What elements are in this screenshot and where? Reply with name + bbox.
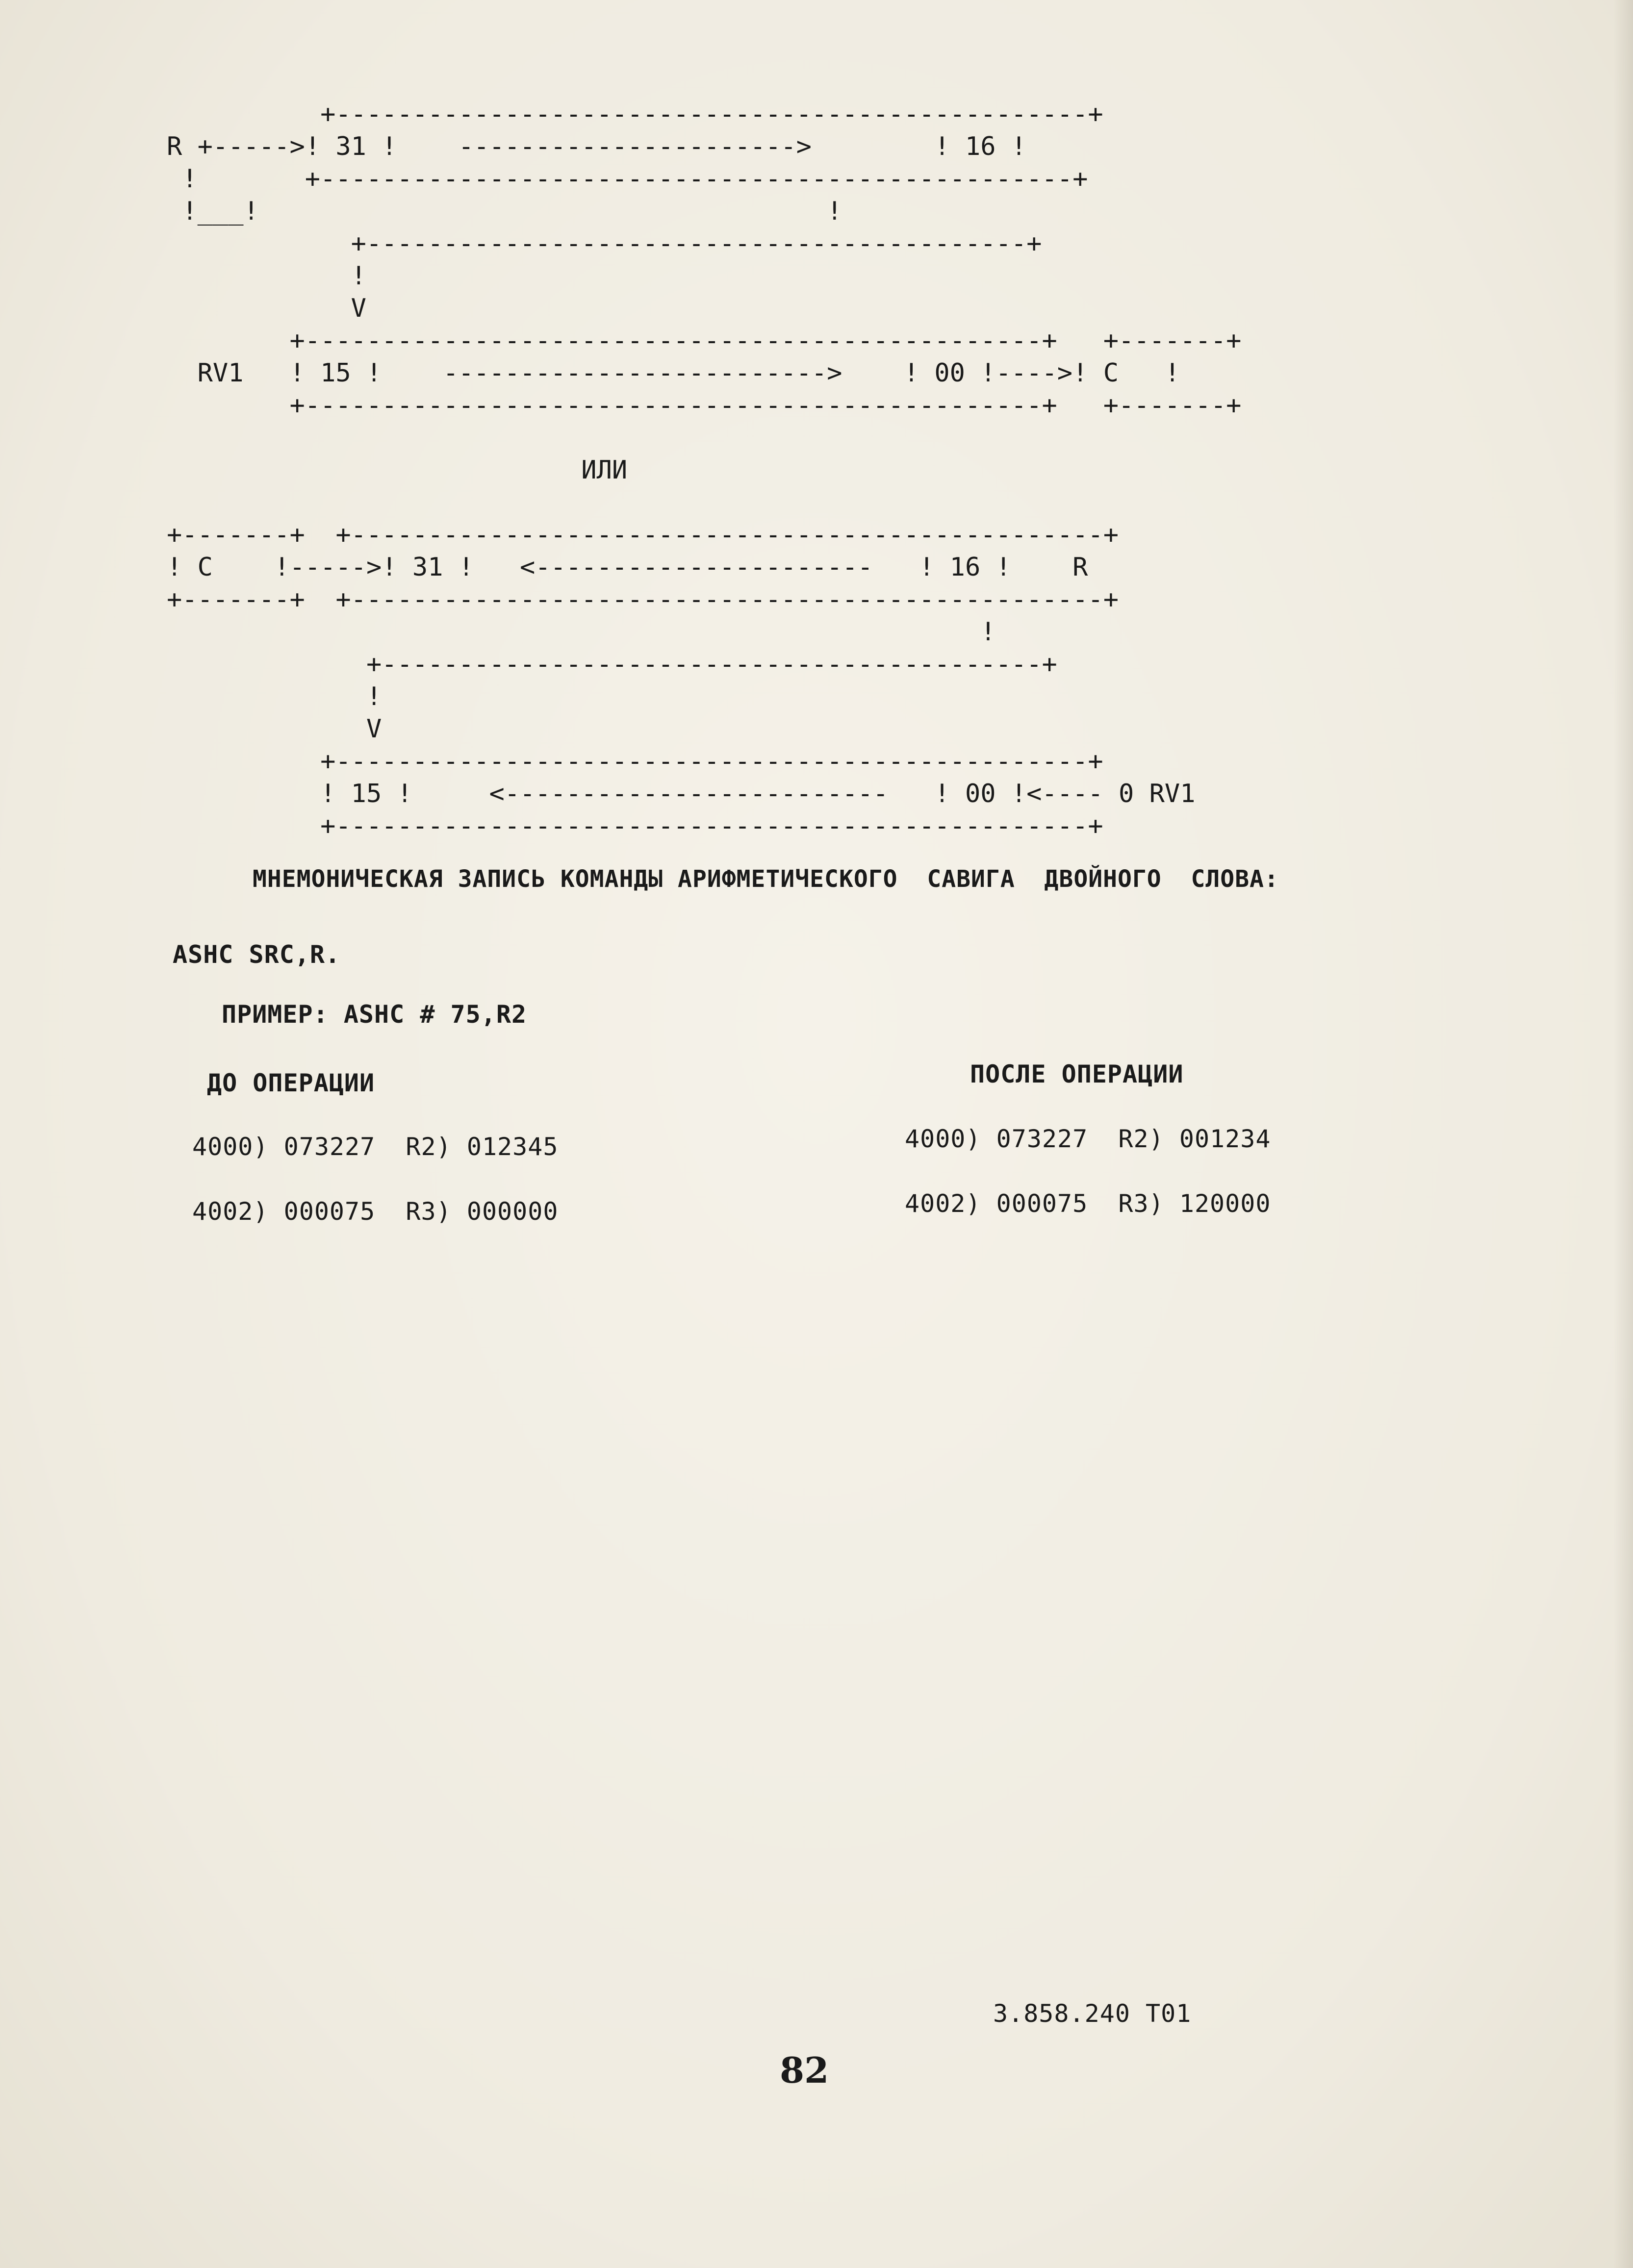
page-number: 82 — [780, 2049, 829, 2091]
diagram-row: ! — [167, 617, 996, 647]
after-title: ПОСЛЕ ОПЕРАЦИИ — [970, 1060, 1184, 1088]
shift-diagram — [147, 93, 1353, 858]
diagram-row: +-------+ +-------------------------------------------------+ — [167, 585, 1119, 614]
diagram-row: ! — [167, 682, 382, 711]
syntax: ASHC SRC,R. — [173, 940, 341, 969]
shift-diagram-svg — [147, 93, 1353, 858]
diagram-row: V — [167, 294, 366, 323]
diagram-row: +-------+ +-------------------------------------------------+ — [167, 520, 1119, 550]
diagram-row: +-------------------------------------------------+ — [167, 747, 1103, 776]
diagram-row: +-------------------------------------------------+ — [167, 811, 1103, 841]
after-row-1: 4000) 073227 R2) 001234 — [905, 1125, 1271, 1153]
diagram-row: ! +-------------------------------------------------+ — [167, 164, 1088, 194]
before-row-2: 4002) 000075 R3) 000000 — [192, 1197, 559, 1226]
example: ПРИМЕР: ASHC # 75,R2 — [222, 1000, 527, 1029]
diagram-row: ИЛИ — [167, 455, 628, 485]
diagram-row: +-------------------------------------------+ — [167, 650, 1057, 679]
diagram-row: R +----->! 31 ! ----------------------> ! 16 ! — [167, 132, 1027, 161]
before-title: ДО ОПЕРАЦИИ — [207, 1069, 375, 1097]
heading: МНЕМОНИЧЕСКАЯ ЗАПИСЬ КОМАНДЫ АРИФМЕТИЧЕСКОГО САВИГА ДВОЙНОГО СЛОВА: — [253, 865, 1279, 893]
diagram-row: RV1 ! 15 ! -------------------------> ! 00 !---->! C ! — [167, 358, 1180, 388]
after-row-2: 4002) 000075 R3) 120000 — [905, 1189, 1271, 1218]
diagram-row: +------------------------------------------------+ +-------+ — [167, 326, 1242, 355]
diagram-row: ! — [167, 261, 366, 291]
diagram-row: ! 15 ! <------------------------- ! 00 !<---- 0 RV1 — [167, 779, 1196, 808]
page-edge-shadow — [1613, 0, 1633, 2268]
diagram-row: !___! ! — [167, 197, 842, 226]
diagram-row: V — [167, 714, 382, 744]
document-code: 3.858.240 T01 — [993, 1999, 1192, 2028]
diagram-row: +-------------------------------------------+ — [167, 229, 1042, 258]
diagram-row: ! C !----->! 31 ! <---------------------- ! 16 ! R — [167, 553, 1088, 582]
diagram-row: +-------------------------------------------------+ — [167, 100, 1103, 129]
diagram-row: +------------------------------------------------+ +-------+ — [167, 391, 1242, 420]
before-row-1: 4000) 073227 R2) 012345 — [192, 1133, 559, 1161]
